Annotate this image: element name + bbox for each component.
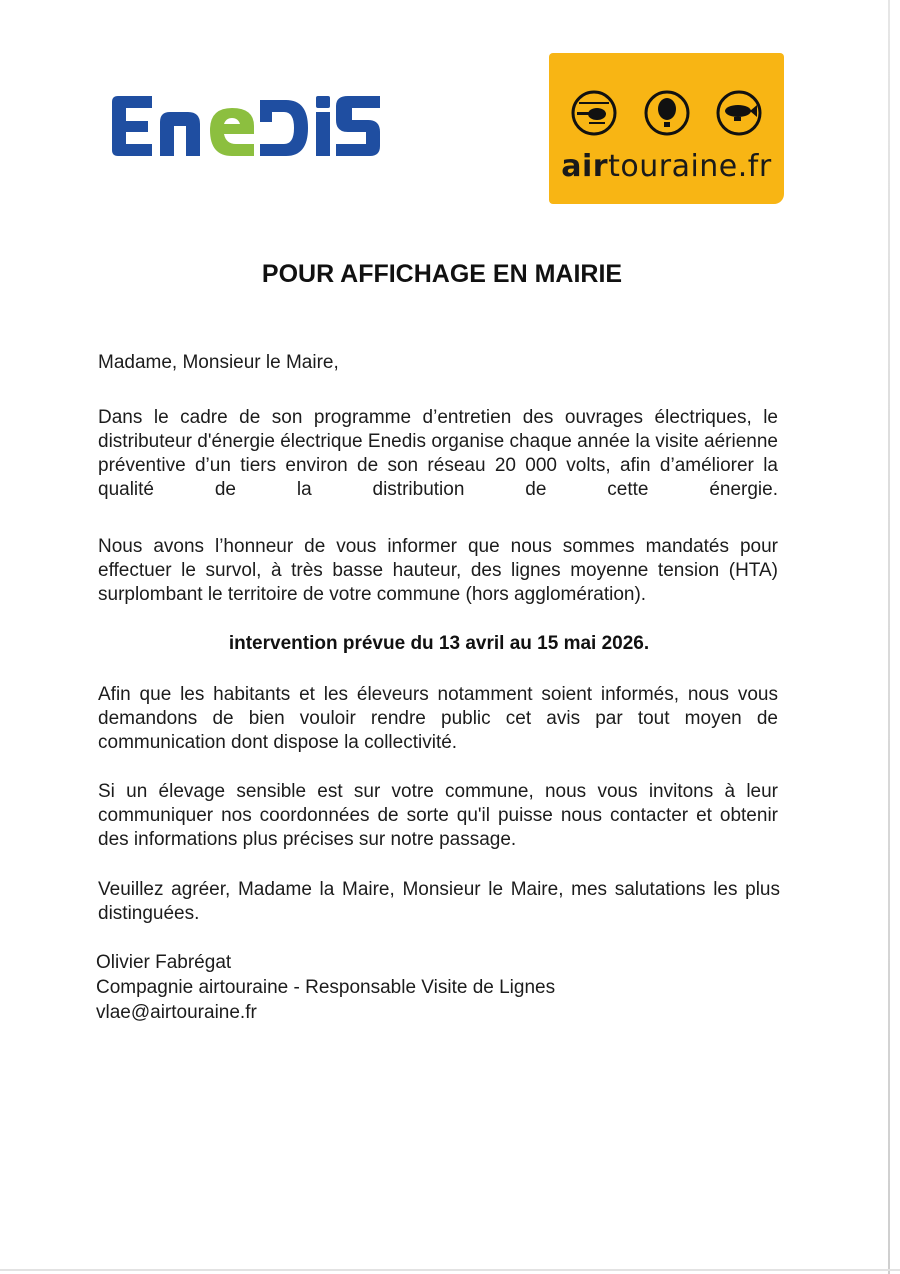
airship-icon (718, 92, 760, 134)
paragraph-livestock: Si un élevage sensible est sur votre commune, nous vous invitons à leur communiquer nos coordonnées de sorte qu'il puisse nous contacter et obtenir des informations plus précises sur notre passage. (98, 781, 778, 850)
paragraph-request: Afin que les habitants et les éleveurs notamment soient informés, nous vous demandons de bien vouloir rendre public cet avis par tout moyen de communication dont dispose la collectivité. (98, 684, 778, 753)
page-title: POUR AFFICHAGE EN MAIRIE (261, 260, 623, 288)
salutation: Madame, Monsieur le Maire, (98, 352, 339, 373)
page-edge (888, 0, 890, 1274)
page-edge-bottom (0, 1269, 900, 1271)
signature-email[interactable]: vlae@airtouraine.fr (96, 1002, 257, 1023)
paragraph-closing: Veuillez agréer, Madame la Maire, Monsieur le Maire, mes salutations les plus distinguées. (98, 879, 780, 924)
airtouraine-logo (549, 53, 784, 204)
intervention-dates: intervention prévue du 13 avril au 15 mai 2026. (228, 633, 650, 654)
enedis-logo (108, 92, 383, 160)
balloon-icon (646, 92, 688, 134)
signature-role: Compagnie airtouraine - Responsable Visite de Lignes (96, 977, 556, 998)
helicopter-icon (573, 92, 615, 134)
logo-icons (569, 89, 769, 137)
signature-block (96, 950, 555, 1025)
signature-name: Olivier Fabrégat (96, 952, 232, 973)
paragraph-mandate: Nous avons l’honneur de vous informer que nous sommes mandatés pour effectuer le survol, à très basse hauteur, des lignes moyenne tension (HTA) surplombant le territoire de votre commune (hors agglomération). (98, 536, 778, 605)
paragraph-context: Dans le cadre de son programme d’entretien des ouvrages électriques, le distributeur d'énergie électrique Enedis organise chaque année la visite aérienne préventive d’un tiers environ de son réseau 20 000 volts, afin d’améliorer la qualité de la distribution de cette énergie. (98, 407, 778, 500)
airtouraine-wordmark: airtouraine.fr (561, 149, 772, 184)
